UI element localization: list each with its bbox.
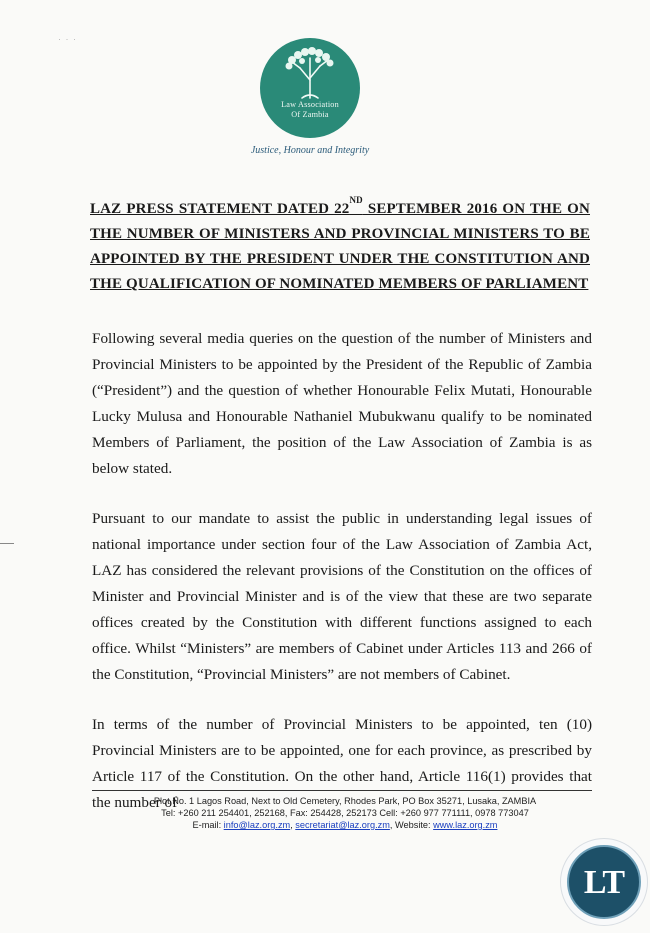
title-line-3: APPOINTED BY THE PRESIDENT UNDER THE CONSTITUTION AND <box>90 251 590 267</box>
lt-badge-text: LT <box>583 864 625 901</box>
title-superscript: ND <box>349 195 363 205</box>
footer-divider <box>92 790 592 791</box>
logo-emblem <box>260 38 360 138</box>
press-statement-title <box>90 197 590 297</box>
laz-logo <box>260 38 360 138</box>
logo-text <box>260 100 360 120</box>
paragraph-2: Pursuant to our mandate to assist the public in understanding legal issues of national importance under section four of the Law Association of Zambia Act, LAZ has considered the relevant provisions of the Constitution on the offices of Minister and Provincial Minister and is of the view that these are two separate offices created by the Constitution with different functions assigned to each office. Whilst “Ministers” are members of Cabinet under Articles 113 and 266 of the Constitution, “Provincial Ministers” are not members of Cabinet. <box>92 510 592 683</box>
letterhead-footer <box>110 795 580 831</box>
scan-artifact: · · · <box>58 34 77 44</box>
website-label: , Website: <box>389 820 434 830</box>
email-label: E-mail: <box>192 820 224 830</box>
email-link-secretariat[interactable]: secretariat@laz.org.zm <box>295 820 390 830</box>
logo-line-1: Law Association <box>281 100 339 109</box>
edge-mark <box>0 543 14 544</box>
tagline: Justice, Honour and Integrity <box>250 145 370 156</box>
tree-icon <box>280 44 340 100</box>
footer-phones: Tel: +260 211 254401, 252168, Fax: 254428, 252173 Cell: +260 977 771111, 0978 773047 <box>161 808 529 818</box>
title-line-2: THE NUMBER OF MINISTERS AND PROVINCIAL MINISTERS TO BE <box>90 226 590 242</box>
lt-watermark-badge <box>560 838 648 926</box>
title-line-1-rest: SEPTEMBER 2016 ON THE ON <box>362 201 590 217</box>
lt-badge-inner <box>567 845 641 919</box>
paragraph-3: In terms of the number of Provincial Ministers to be appointed, ten (10) Provincial Ministers are to be appointed, one for each province, as prescribed by Article 117 of the Constitution. On the other hand, Article 116(1) provides that the number of <box>92 716 592 811</box>
logo-line-2: Of Zambia <box>291 110 329 119</box>
title-line-1-text: LAZ PRESS STATEMENT DATED 22 <box>90 201 350 217</box>
title-line-1 <box>90 197 590 222</box>
email-link-info[interactable]: info@laz.org.zm <box>223 820 291 830</box>
title-line-4: THE QUALIFICATION OF NOMINATED MEMBERS OF PARLIAMENT <box>90 276 589 292</box>
paragraph-1: Following several media queries on the question of the number of Ministers and Provincial Ministers to be appointed by the President of the Republic of Zambia (“President”) and the question of whether Honourable Felix Mutati, Honourable Lucky Mulusa and Honourable Nathaniel Mubukwanu qualify to be nominated Members of Parliament, the position of the Law Association of Zambia is as below stated. <box>92 330 592 477</box>
footer-contacts <box>110 819 580 831</box>
email-separator: , <box>290 820 296 830</box>
website-link[interactable]: www.laz.org.zm <box>433 820 498 830</box>
footer-address: Plot No. 1 Lagos Road, Next to Old Cemetery, Rhodes Park, PO Box 35271, Lusaka, ZAMBIA <box>153 796 537 806</box>
